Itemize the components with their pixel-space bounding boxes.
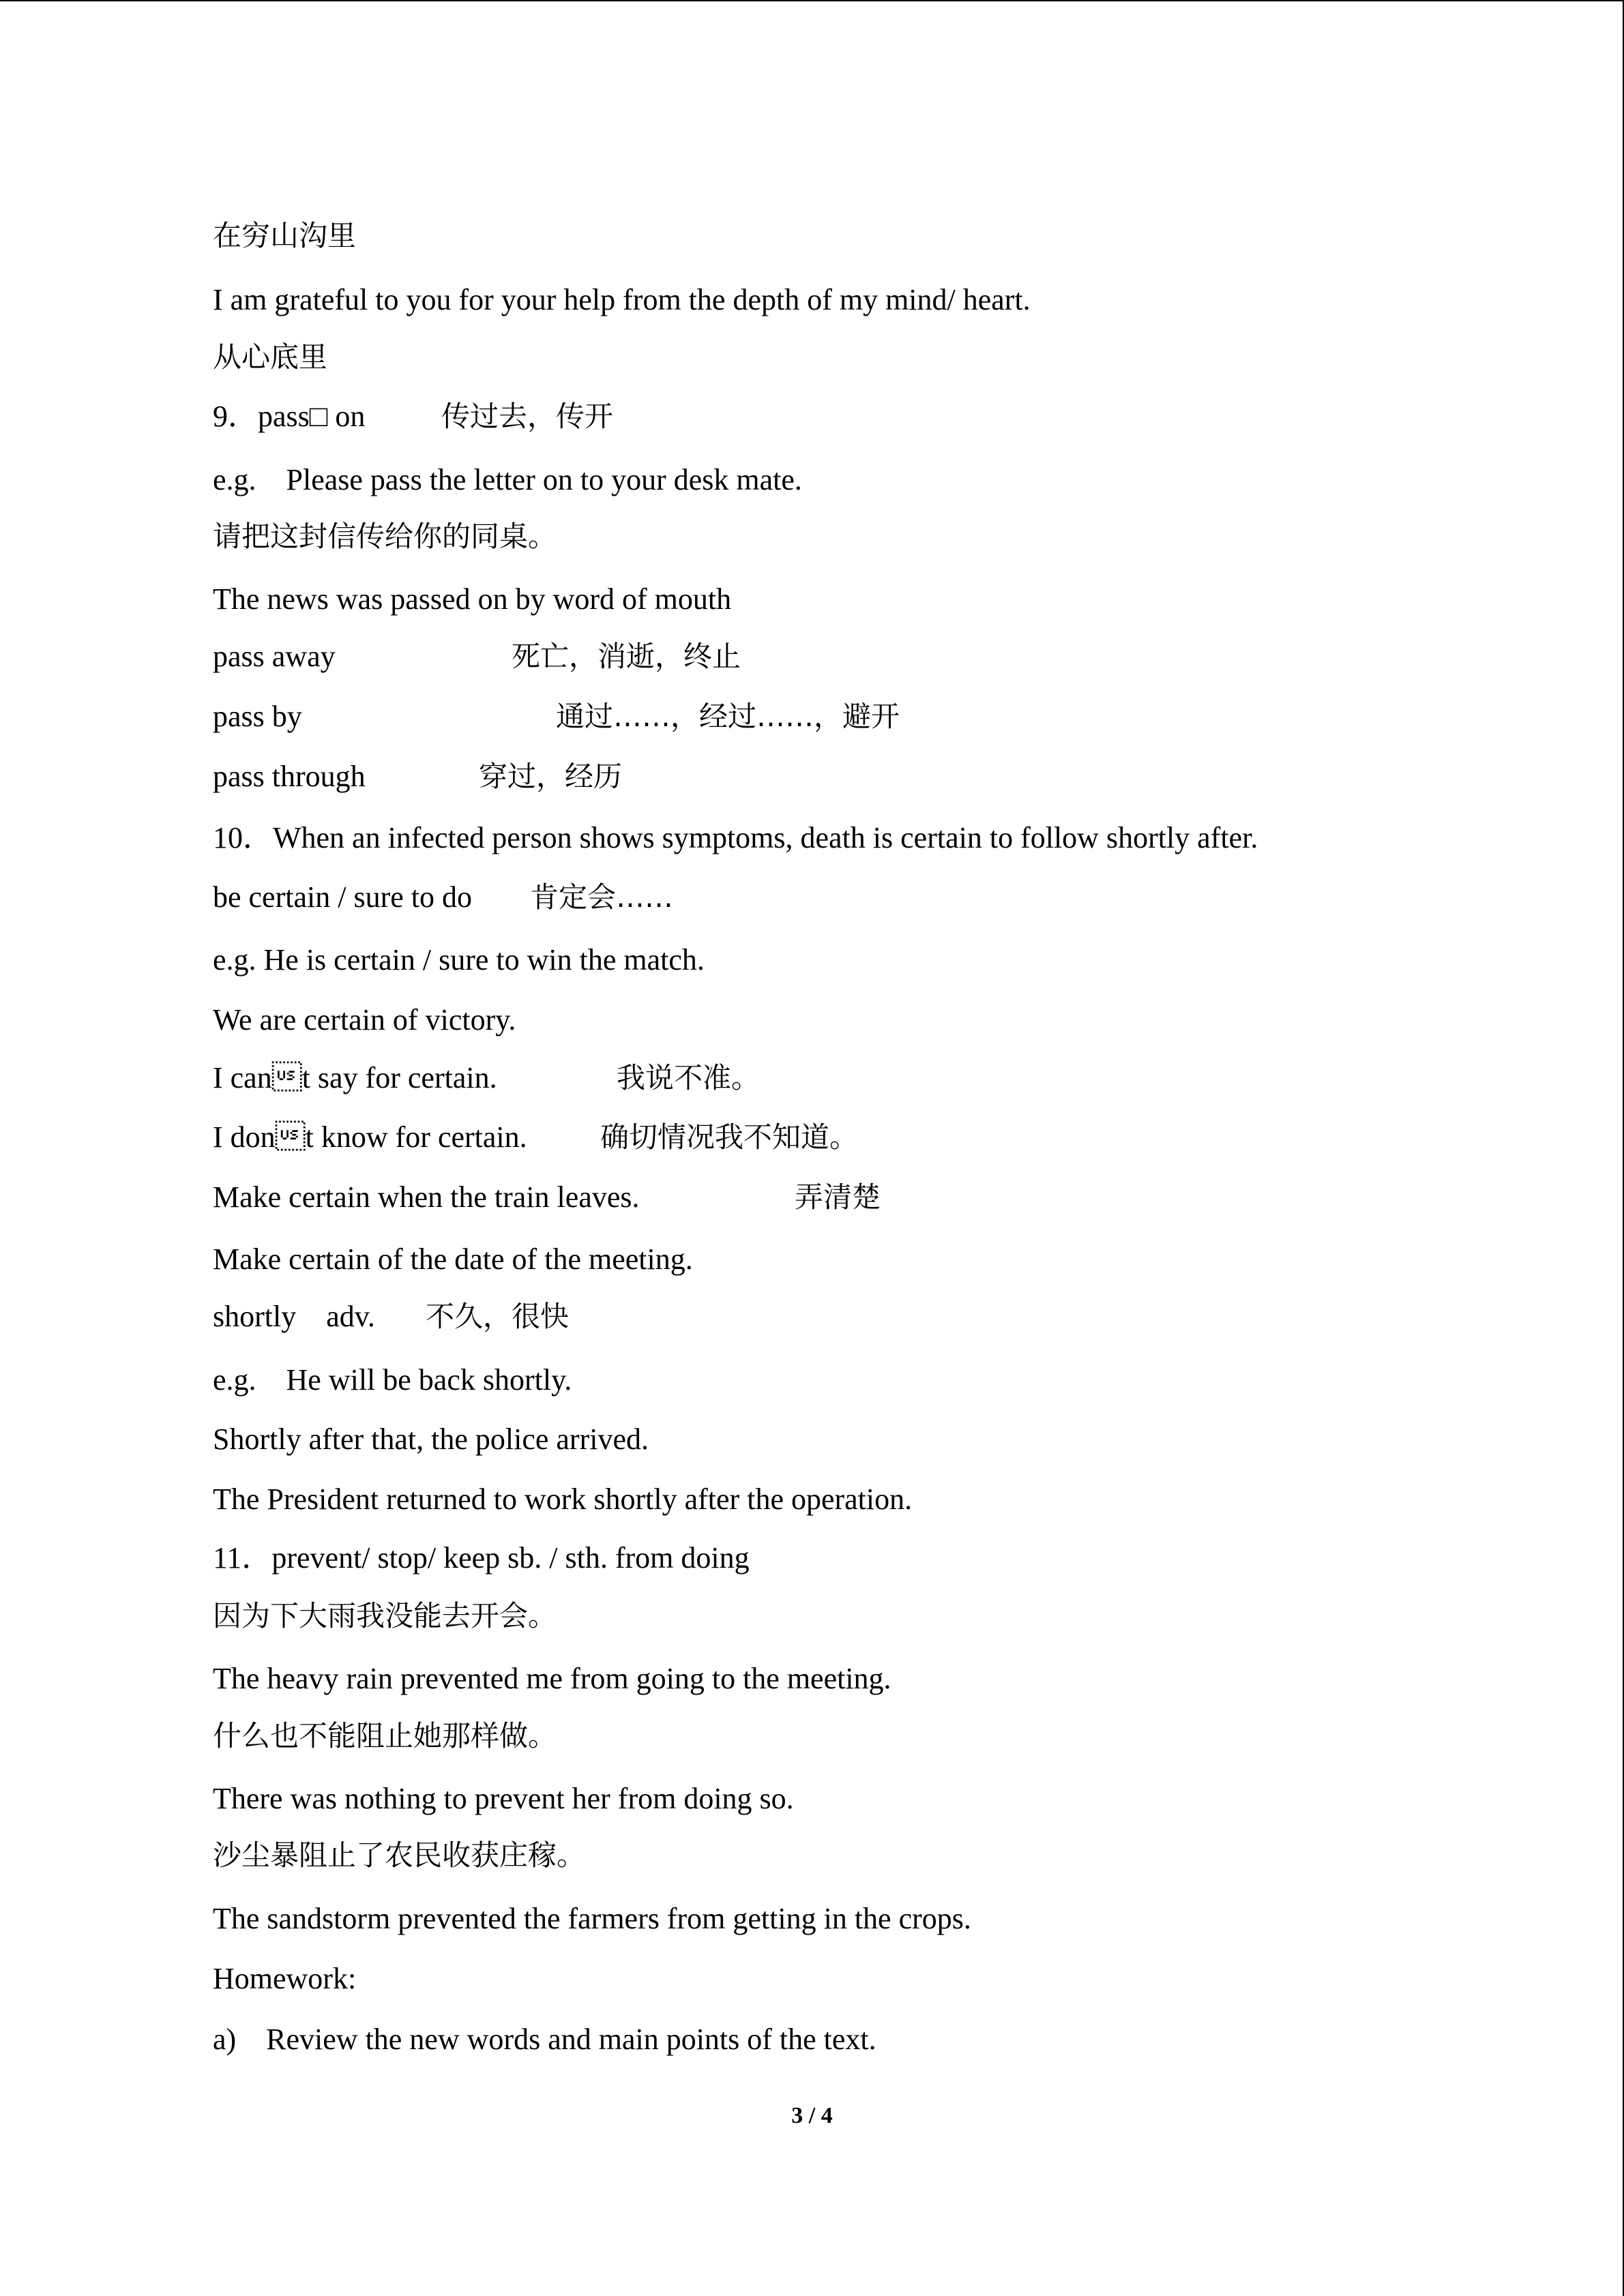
example-sentence: I don t know for certain. <box>213 1120 527 1154</box>
text-line: We are certain of victory. <box>213 1003 516 1037</box>
vocab-term: pass away <box>213 640 336 673</box>
vocab-term: pass through <box>213 760 366 793</box>
text-line: a) Review the new words and main points of the text. <box>213 2023 876 2056</box>
vocab-term: pass by <box>213 700 302 733</box>
text-line: 什么也不能阻止她那样做。 <box>213 1719 557 1753</box>
text-line: 10．When an infected person shows symptoms, death is certain to follow shortly after. <box>213 821 1258 854</box>
vocab-meaning: 死亡，消逝，终止 <box>512 640 741 673</box>
text-line: e.g. He is certain / sure to win the match. <box>213 943 705 976</box>
text-line: 沙尘暴阻止了农民收获庄稼。 <box>213 1838 586 1872</box>
text-line: 请把这封信传给你的同桌。 <box>213 520 557 553</box>
example-translation: 我说不准。 <box>617 1061 761 1094</box>
text-line: Homework: <box>213 1962 357 1995</box>
text-line: e.g. Please pass the letter on to your desk mate. <box>213 463 802 496</box>
page-number: 3 / 4 <box>791 2103 833 2128</box>
vocab-term: 9．pass□ on <box>213 400 366 433</box>
text-line: The heavy rain prevented me from going to the meeting. <box>213 1662 891 1695</box>
vocab-meaning: 通过……，经过……，避开 <box>556 700 900 733</box>
text-line: Make certain of the date of the meeting. <box>213 1242 693 1276</box>
text-line: e.g. He will be back shortly. <box>213 1363 572 1397</box>
example-translation: 确切情况我不知道。 <box>600 1120 859 1154</box>
vocab-meaning: 不久，很快 <box>426 1300 570 1333</box>
text-line: The sandstorm prevented the farmers from getting in the crops. <box>213 1902 971 1935</box>
example-translation: 弄清楚 <box>795 1180 881 1214</box>
vocab-meaning: 传过去，传开 <box>441 400 614 433</box>
vocab-term: shortly adv. <box>213 1300 375 1333</box>
text-line: The news was passed on by word of mouth <box>213 582 732 616</box>
vocab-meaning: 肯定会…… <box>530 880 674 914</box>
text-line: 从心底里 <box>213 340 328 374</box>
text-line: There was nothing to prevent her from doing so. <box>213 1782 794 1815</box>
text-line: I am grateful to you for your help from the depth of my mind/ heart. <box>213 283 1031 316</box>
text-line: Shortly after that, the police arrived. <box>213 1422 649 1456</box>
vocab-meaning: 穿过，经历 <box>479 760 623 793</box>
vocab-term: be certain / sure to do <box>213 880 472 914</box>
example-sentence: I can t say for certain. <box>213 1061 497 1094</box>
text-line: 在穷山沟里 <box>213 219 357 252</box>
text-line: 因为下大雨我没能去开会。 <box>213 1599 557 1632</box>
example-sentence: Make certain when the train leaves. <box>213 1180 640 1214</box>
text-line: The President returned to work shortly after the operation. <box>213 1482 913 1516</box>
text-line: 11．prevent/ stop/ keep sb. / sth. from doing <box>213 1541 750 1575</box>
